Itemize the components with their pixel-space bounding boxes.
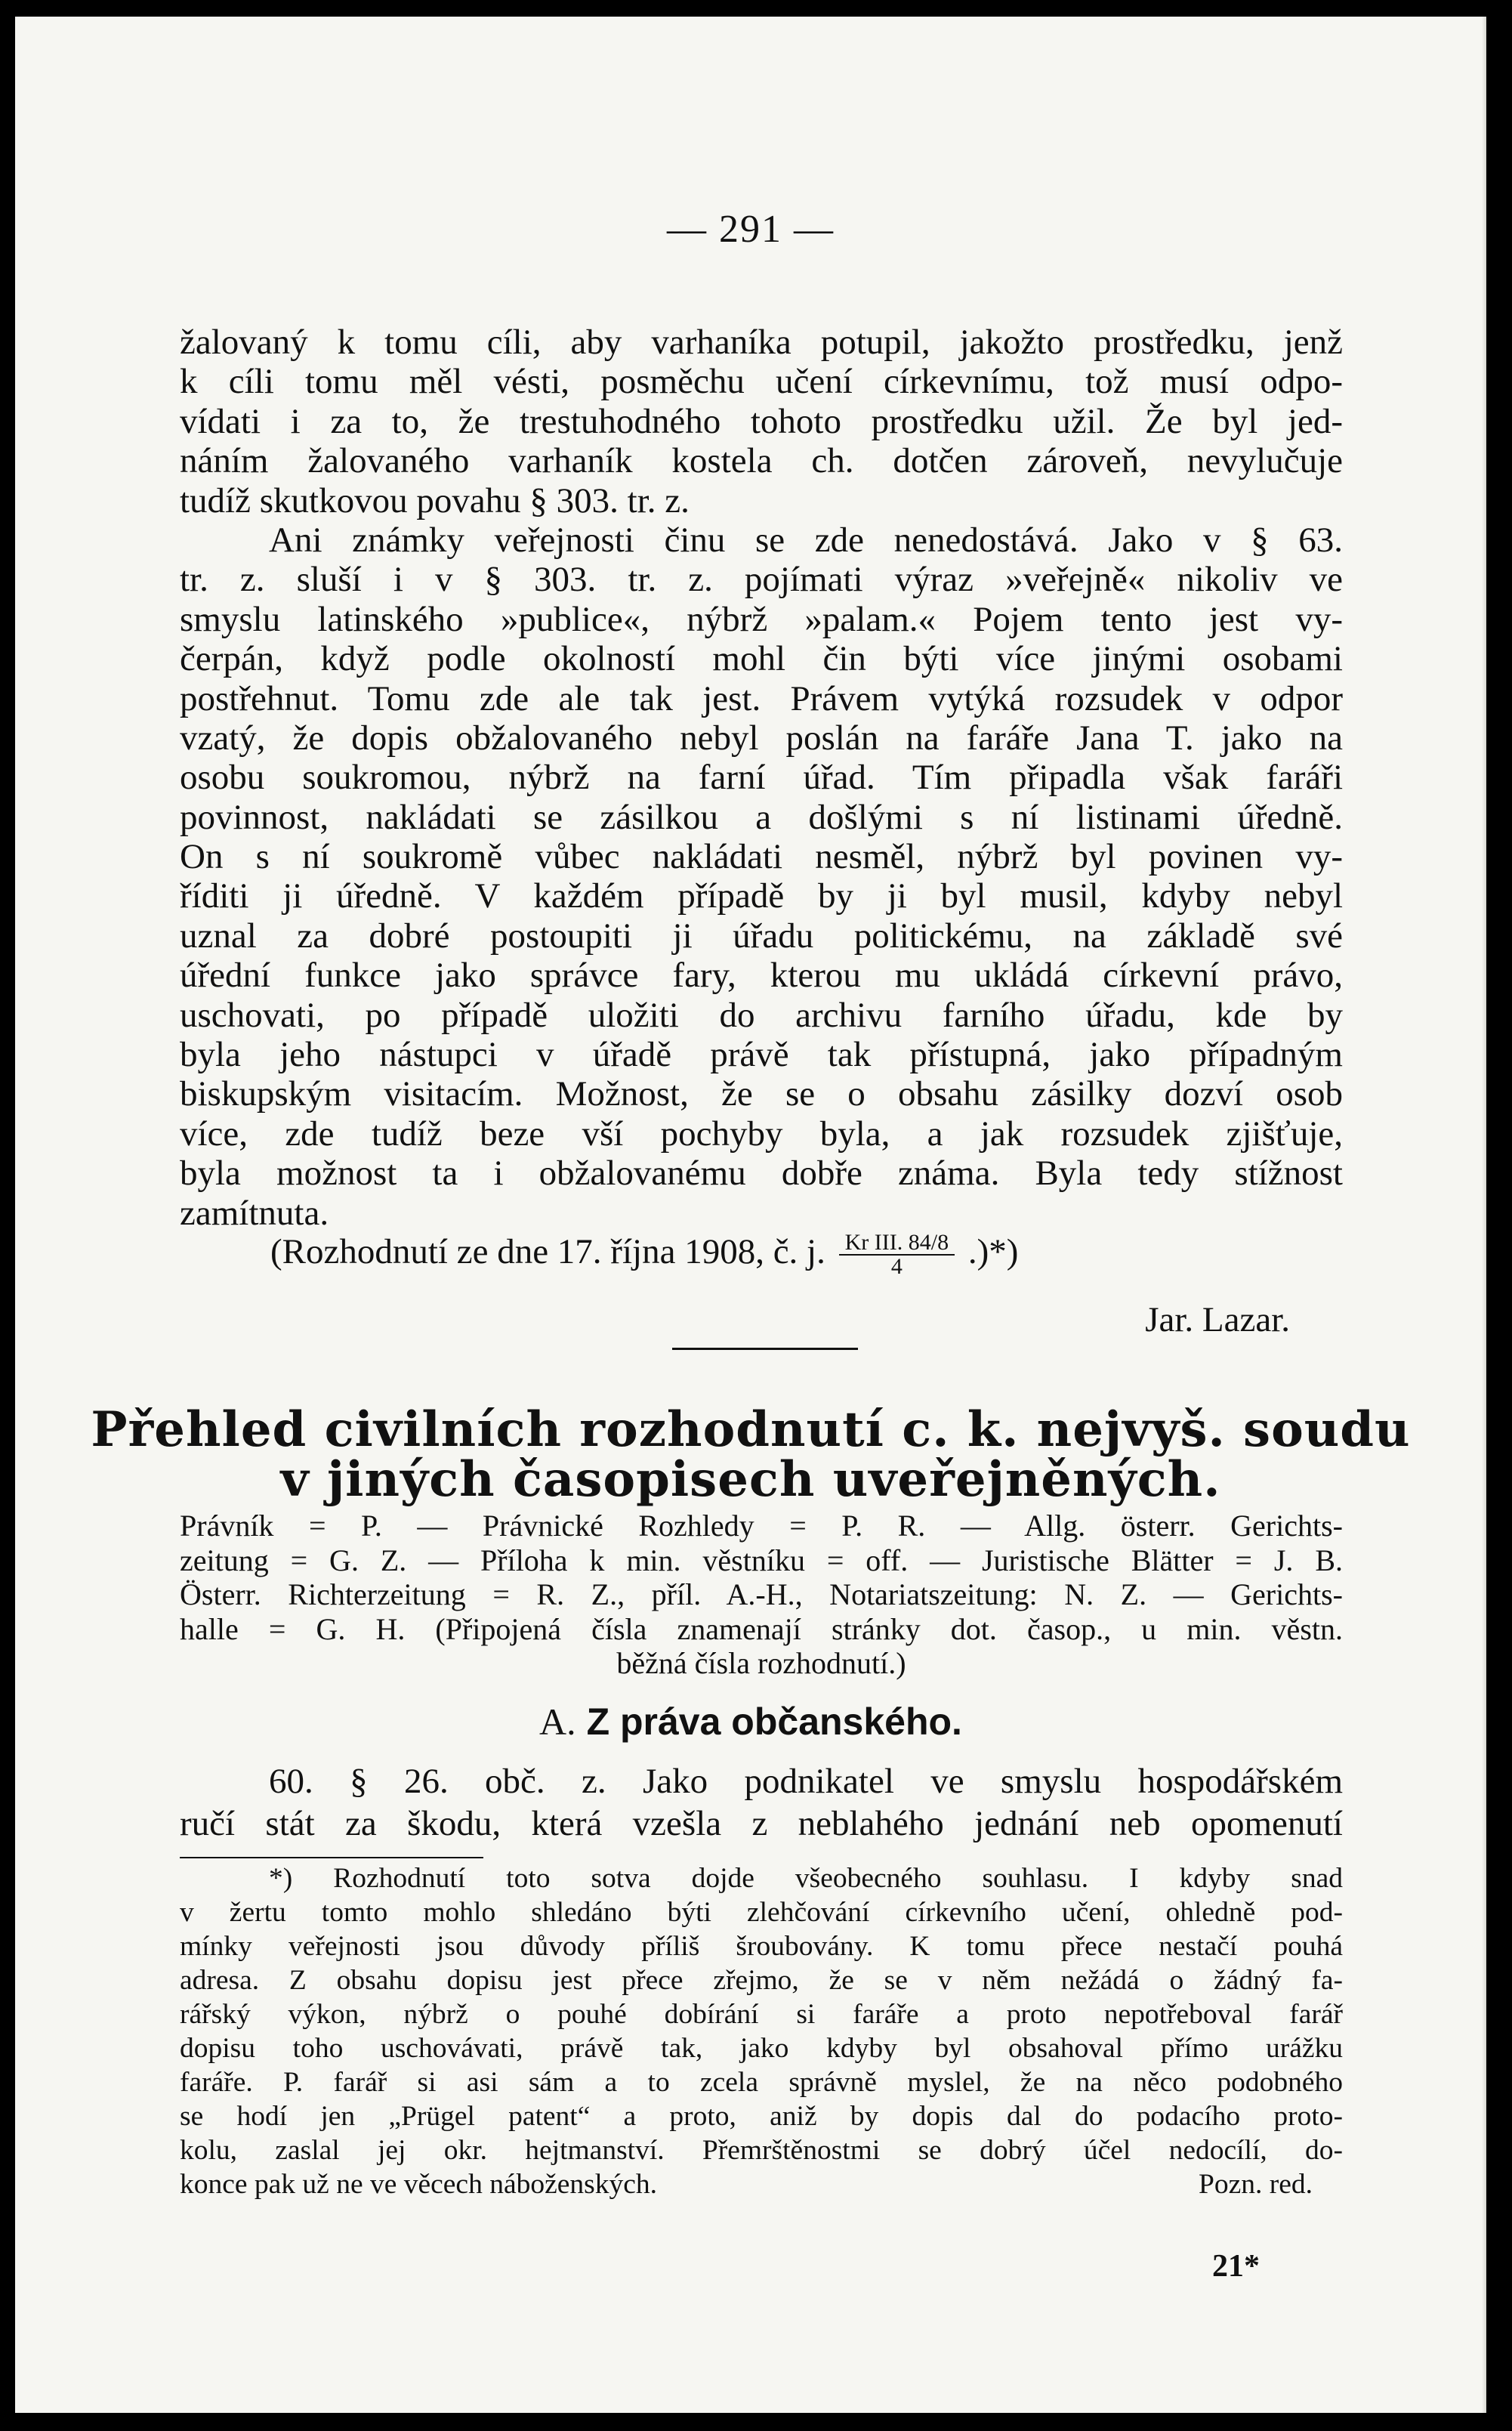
page-edge-shadow [1482, 17, 1486, 2413]
subsection-heading [15, 1700, 1486, 1744]
entry-line: ručí stát za škodu, která vzešla z neblahého jednání neb opomenutí [180, 1804, 1343, 1843]
page-number: — 291 — [667, 208, 835, 251]
text-line: osobu soukromou, nýbrž na farní úřad. Tím připadla však faráři [180, 758, 1343, 798]
text-line: vzatý, že dopis obžalovaného nebyl poslán na faráře Jana T. jako na [180, 718, 1343, 758]
author-signature: Jar. Lazar. [1145, 1300, 1290, 1339]
legend-line: zeitung = G. Z. — Příloha k min. věstníku = off. — Juristische Blätter = J. B. [180, 1543, 1343, 1577]
text-line: tr. z. sluší i v § 303. tr. z. pojímati výraz »veřejně« nikoliv ve [180, 560, 1343, 600]
text-line: uznal za dobré postoupiti ji úřadu politickému, na základě své [180, 916, 1343, 956]
text-line: náním žalovaného varhaník kostela ch. dotčen zároveň, nevylučuje [180, 441, 1343, 481]
fraction-denominator: 4 [890, 1254, 903, 1280]
section-divider [672, 1348, 858, 1350]
subsection-title: Z práva občanského. [586, 1700, 962, 1743]
decision-entry [180, 1760, 1343, 1845]
text-line: čerpán, když podle okolností mohl čin býti více jinými osobami [180, 639, 1343, 679]
section-heading-line-1: Přehled civilních rozhodnutí c. k. nejvyš. soudu [91, 1401, 1411, 1458]
body-text [180, 323, 1343, 1233]
legend-line: halle = G. H. (Připojená čísla znamenají stránky dot. časop., u min. věstn. [180, 1611, 1343, 1646]
decision-suffix: .)*) [967, 1232, 1019, 1271]
footnote-closing-text: konce pak už ne ve věcech náboženských. [180, 2169, 657, 2200]
legend-line: běžná čísla rozhodnutí.) [616, 1646, 906, 1680]
legend-line: Právník = P. — Právnické Rozhledy = P. R. — Allg. österr. Gerichts- [180, 1509, 1343, 1543]
text-line: On s ní soukromě vůbec nakládati nesměl, nýbrž byl povinen vy- [180, 837, 1343, 877]
text-line: smyslu latinského »publice«, nýbrž »palam.« Pojem tento jest vy- [180, 599, 1343, 639]
legend-line: Österr. Richterzeitung = R. Z., příl. A.-H., Notariatszeitung: N. Z. — Gerichts- [180, 1577, 1343, 1611]
text-line: biskupským visitacím. Možnost, že se o obsahu zásilky dozví osob [180, 1074, 1343, 1114]
text-line: k cíli tomu měl vésti, posměchu učení církevnímu, tož musí odpo- [180, 362, 1343, 402]
case-number-fraction [839, 1231, 955, 1278]
abbreviations-legend [180, 1509, 1343, 1681]
footnote-line: kolu, zaslal jej okr. hejtmanství. Přemrštěnostmi se dobrý účel nedocílí, do- [180, 2135, 1343, 2166]
footnote-line: adresa. Z obsahu dopisu jest přece zřejmo, že se v něm nežádá o žádný fa- [180, 1965, 1343, 1996]
footnote-last-line [180, 2167, 1343, 2201]
footnote-line: faráře. P. farář si asi sám a to zcela správně myslel, že na něco podobného [180, 2067, 1343, 2098]
fraction-numerator: Kr III. 84/8 [839, 1231, 955, 1256]
text-line: byla možnost ta i obžalovanému dobře známa. Byla tedy stížnost [180, 1154, 1343, 1194]
footnote [180, 1857, 1343, 2201]
footnote-line: dopisu toho uschovávati, právě tak, jako kdyby byl obsahoval přímo urážku [180, 2033, 1343, 2064]
footnote-author: Pozn. red. [1198, 2169, 1313, 2200]
footnote-line: rářský výkon, nýbrž o pouhé dobírání si faráře a proto nepotřeboval farář [180, 1999, 1343, 2030]
text-line: vídati i za to, že trestuhodného tohoto prostředku užil. Že byl jed- [180, 401, 1343, 441]
subsection-letter: A. [539, 1700, 576, 1743]
decision-prefix: (Rozhodnutí ze dne 17. října 1908, č. j. [270, 1232, 825, 1271]
footnote-line: v žertu tomto mohlo shledáno býti zlehčování církevního učení, ohledně pod- [180, 1897, 1343, 1928]
text-line: byla jeho nástupci v úřadě právě tak přístupná, jako případným [180, 1035, 1343, 1075]
text-line: uschovati, po případě uložiti do archivu farního úřadu, kde by [180, 995, 1343, 1035]
text-line: Ani známky veřejnosti činu se zde nenedostává. Jako v § 63. [269, 520, 1343, 560]
footnote-line: se hodí jen „Prügel patent“ a proto, aniž by dopis dal do podacího proto- [180, 2101, 1343, 2132]
text-line: zamítnuta. [180, 1193, 329, 1233]
footnote-line: mínky veřejnosti jsou důvody příliš šroubovány. K tomu přece nestačí pouhá [180, 1931, 1343, 1962]
decision-reference [270, 1231, 1018, 1278]
section-heading-line-2: v jiných časopisech uveřejněných. [280, 1451, 1221, 1508]
entry-line: 60. § 26. obč. z. Jako podnikatel ve smyslu hospodářském [269, 1762, 1343, 1801]
book-page [15, 17, 1486, 2413]
text-line: povinnost, nakládati se zásilkou a došlými s ní listinami úředně. [180, 797, 1343, 837]
text-line: tudíž skutkovou povahu § 303. tr. z. [180, 480, 690, 520]
text-line: říditi ji úředně. V každém případě by ji byl musil, kdyby nebyl [180, 876, 1343, 916]
text-line: více, zde tudíž beze vší pochyby byla, a jak rozsudek zjišťuje, [180, 1114, 1343, 1154]
text-line: úřední funkce jako správce fary, kterou mu ukládá církevní právo, [180, 956, 1343, 996]
printer-signature-mark: 21* [1212, 2249, 1260, 2284]
text-line: žalovaný k tomu cíli, aby varhaníka potupil, jakožto prostředku, jenž [180, 323, 1343, 362]
footnote-line: *) Rozhodnutí toto sotva dojde všeobecného souhlasu. I kdyby snad [269, 1863, 1343, 1894]
text-line: postřehnut. Tomu zde ale tak jest. Právem vytýká rozsudek v odpor [180, 678, 1343, 718]
